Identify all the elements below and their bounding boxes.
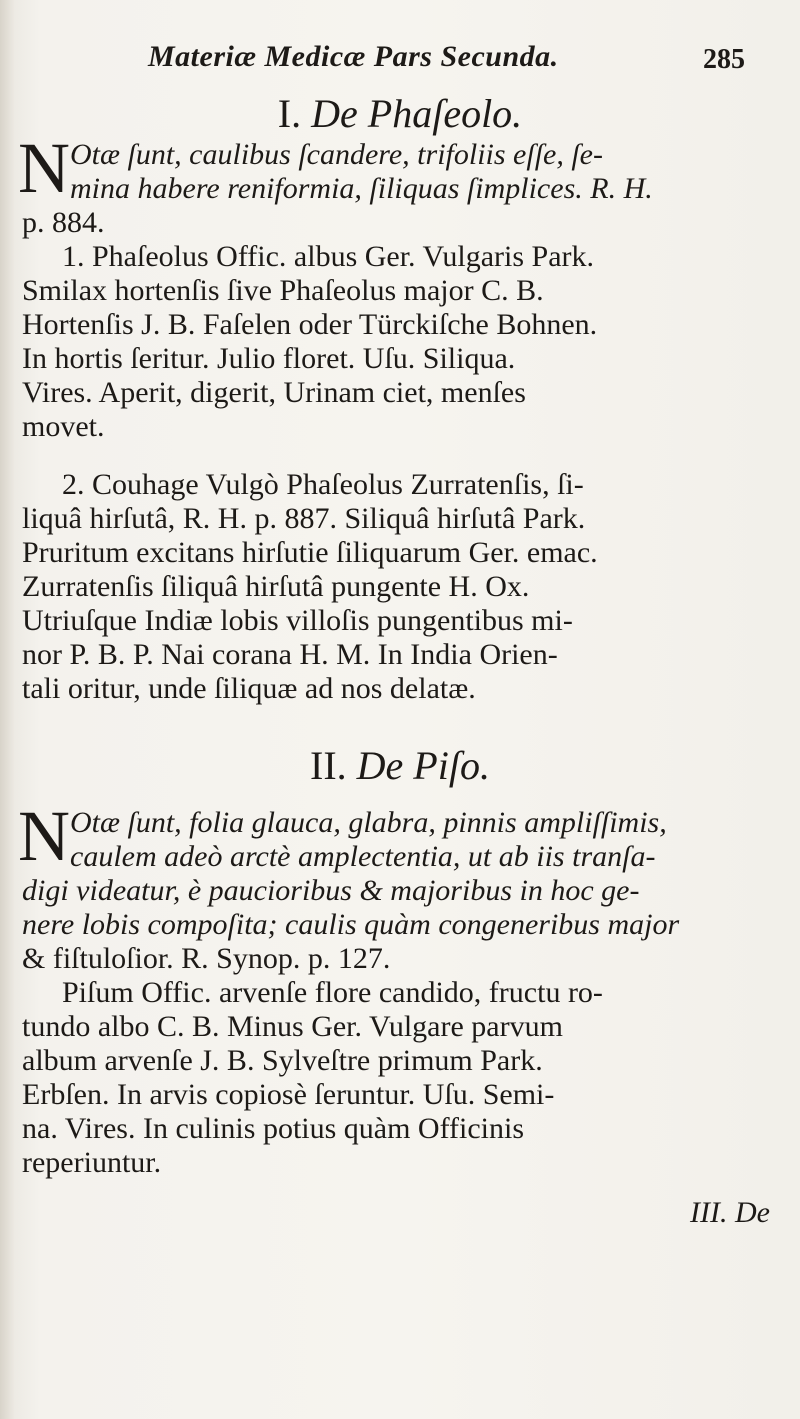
text-line: Utriuſque Indiæ lobis villoſis pungentibus mi- [22,604,573,637]
text-line: tundo albo C. B. Minus Ger. Vulgare parvum [22,1010,563,1043]
text-line: movet. [22,410,105,443]
text-line: Zurratenſis ſiliquâ hirſutâ pungente H. Ox. [22,570,530,603]
section-title-phaseolo [0,90,800,137]
text-line: Piſum Offic. arvenſe flore candido, fructu ro- [62,976,603,1009]
text-line: album arvenſe J. B. Sylveſtre primum Park. [22,1044,543,1077]
text-line: reperiuntur. [22,1146,162,1179]
text-line: Otæ ſunt, caulibus ſcandere, trifoliis eſſe, ſe- [70,138,603,171]
text-line: caulem adeò arctè amplectentia, ut ab iis tranſa- [70,840,656,873]
section-title-piso [0,742,800,789]
section-heading: De Phaſeolo. [311,91,523,136]
text-line: Hortenſis J. B. Faſelen oder Türckiſche Bohnen. [22,308,598,341]
text-line: Pruritum excitans hirſutie ſiliquarum Ger. emac. [22,536,598,569]
drop-cap: N [18,796,70,876]
text-line: & fiſtuloſior. R. Synop. p. 127. [22,942,391,975]
text-line: nor P. B. P. Nai corana H. M. In India Orien- [22,638,558,671]
text-line: nere lobis compoſita; caulis quàm congeneribus major [22,908,680,941]
catchword: III. De [690,1196,770,1229]
text-line: Smilax hortenſis ſive Phaſeolus major C. B. [22,274,544,307]
running-head: Materiæ Medicæ Pars Secunda. [148,40,559,73]
text-line: Vires. Aperit, digerit, Urinam ciet, menſes [22,376,526,409]
text-line: Otæ ſunt, folia glauca, glabra, pinnis ampliſſimis, [70,806,667,839]
text-line: liquâ hirſutâ, R. H. p. 887. Siliquâ hirſutâ Park. [22,502,586,535]
section-number: I. [277,91,302,136]
text-line: In hortis ſeritur. Julio floret. Uſu. Siliqua. [22,342,516,375]
section-number: II. [310,743,347,788]
page-binding-edge [0,0,14,1419]
text-line: mina habere reniformia, ſiliquas ſimplices. R. H. [70,172,653,205]
drop-cap: N [18,128,70,208]
text-line: Erbſen. In arvis copiosè ſeruntur. Uſu. Semi- [22,1078,555,1111]
page-header [0,40,800,80]
text-line: 2. Couhage Vulgò Phaſeolus Zurratenſis, ſi- [62,468,584,501]
text-line: digi videatur, è paucioribus & majoribus in hoc ge- [22,874,640,907]
page-number: 285 [703,44,745,75]
text-line: na. Vires. In culinis potius quàm Officinis [22,1112,525,1145]
text-line: p. 884. [22,206,105,239]
section-heading: De Piſo. [356,743,490,788]
text-line: 1. Phaſeolus Offic. albus Ger. Vulgaris Park. [62,240,595,273]
text-line: tali oritur, unde ſiliquæ ad nos delatæ. [22,672,476,705]
